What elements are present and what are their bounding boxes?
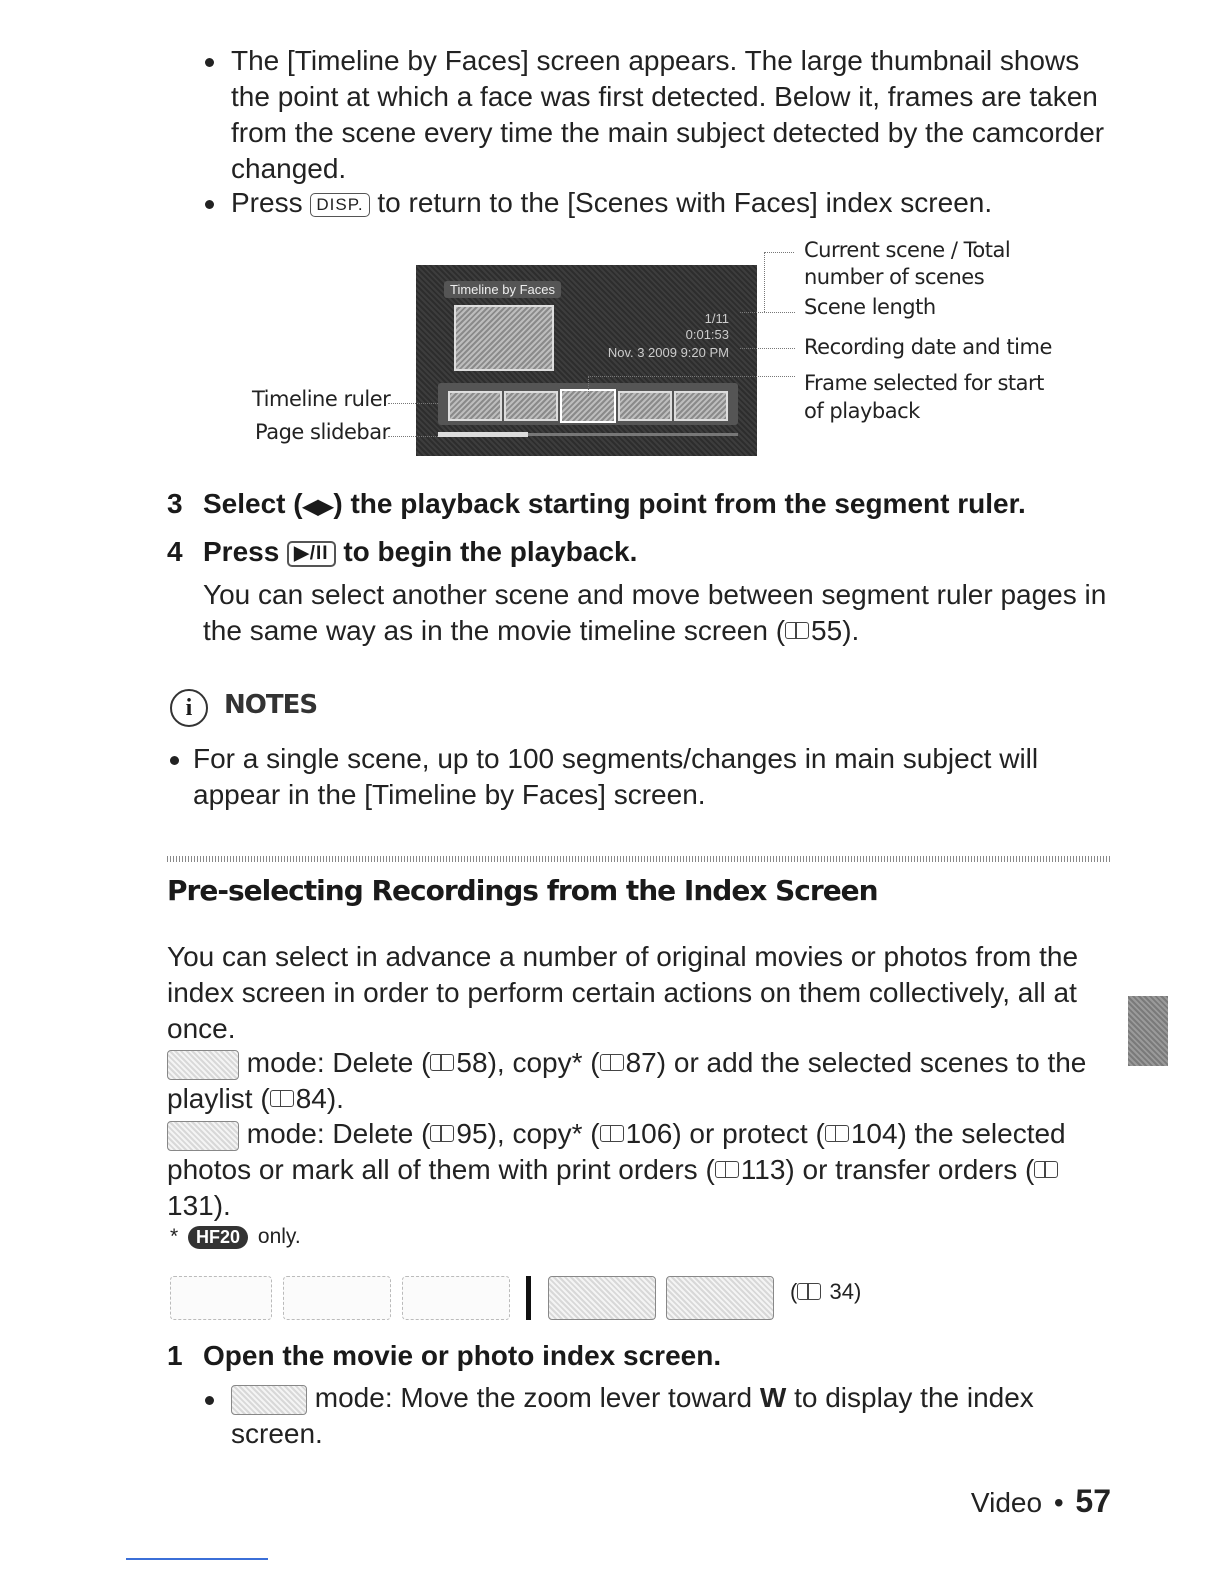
label-scene-length: Scene length [804,295,936,319]
disp-button-icon: DISP. [310,193,369,217]
book-icon [715,1161,739,1178]
photo-playback-mode-icon [666,1276,774,1320]
bullet-dot [205,200,214,209]
footer-separator: • [1053,1487,1064,1518]
timeline-frame [674,391,728,421]
callout-line [740,312,795,313]
footer-section: Video [970,1487,1043,1518]
step-1: 1 Open the movie or photo index screen. [167,1340,722,1371]
zoom-w-label: W [759,1382,787,1413]
scene-counter: 1/11 [704,311,729,326]
label-timeline-ruler: Timeline ruler [252,387,391,411]
mode-page-ref: ( 34) [790,1279,862,1304]
bottom-rule [126,1558,268,1560]
book-icon [270,1090,294,1107]
label-current-scene: Current scene / Total number of scenes [804,238,1011,289]
callout-bracket [764,252,767,312]
bullet-dot [170,756,179,765]
note-item: For a single scene, up to 100 segments/changes in main subject will appear in the [Timeline by Faces] screen. [193,743,1039,810]
timeline-frame [448,391,502,421]
book-icon [785,622,809,639]
step-4-description: You can select another scene and move between segment ruler pages in the same way as in the movie timeline screen ( 55). [203,579,1107,646]
callout-line [764,252,794,253]
photo-record-mode-icon [402,1276,510,1320]
info-icon: i [170,689,208,727]
page-slidebar [438,433,738,436]
section-intro: You can select in advance a number of original movies or photos from the index screen in order to perform certain actions on them collectively, all at once. [167,941,1079,1044]
page-footer [971,1483,1111,1520]
play-pause-button-icon: ▶/II [287,541,335,567]
callout-line [588,376,589,396]
footnote: * HF20 only. [170,1225,301,1248]
bullet-dot [205,58,214,67]
section-title: Pre-selecting Recordings from the Index Screen [167,874,878,907]
book-icon [600,1125,624,1142]
movie-playback-mode-icon [548,1276,656,1320]
notes-heading: NOTES [224,690,318,720]
chapter-tab [1128,996,1168,1066]
page-number: 57 [1075,1483,1111,1519]
large-thumbnail [454,305,554,371]
bullet-dot [205,1396,214,1405]
callout-line [388,436,438,437]
auto-mode-icon [170,1276,272,1320]
bullet-text: Press DISP. to return to the [Scenes with Faces] index screen. [231,187,993,218]
left-right-arrows-icon: ◀▶ [302,496,334,518]
label-recording-date-time: Recording date and time [804,335,1052,359]
section-divider [167,856,1110,862]
book-icon [797,1283,821,1300]
book-icon [600,1054,624,1071]
screen-title: Timeline by Faces [444,281,561,298]
photo-mode-paragraph: mode: Delete ( 95), copy* ( 106) or protect ( 104) the selected photos or mark all of them with print orders ( 113) or transfer orders (131). [167,1118,1066,1221]
callout-line [388,403,438,404]
slidebar-thumb [438,432,528,437]
step-1-bullet: mode: Move the zoom lever toward W to display the index screen. [231,1382,1034,1449]
timeline-frame [618,391,672,421]
photo-playback-mode-icon [231,1385,307,1415]
photo-playback-mode-icon [167,1121,239,1151]
book-icon [430,1125,454,1142]
bullet-text: The [Timeline by Faces] screen appears. The large thumbnail shows the point at which a face was first detected. Below it, frames are taken from the scene every time the main subject detected by the camcorder changed. [231,45,1105,184]
model-badge: HF20 [188,1226,248,1249]
movie-mode-paragraph: mode: Delete ( 58), copy* ( 87) or add the selected scenes to the playlist ( 84). [167,1047,1087,1114]
book-icon [430,1054,454,1071]
label-page-slidebar: Page slidebar [255,420,390,444]
timeline-frame [504,391,558,421]
callout-line [588,376,795,377]
label-frame-selected: Frame selected for start of playback [804,371,1044,423]
mode-separator [526,1276,531,1320]
timeline-screen-illustration [416,265,757,456]
scene-length: 0:01:53 [685,327,729,342]
movie-record-mode-icon [283,1276,391,1320]
step-3: 3 Select (◀▶) the playback starting point from the segment ruler. [167,488,1026,519]
step-4: 4 Press ▶/II to begin the playback. [167,536,638,567]
movie-playback-mode-icon [167,1050,239,1080]
callout-line [740,348,795,349]
book-icon [825,1125,849,1142]
recording-date: Nov. 3 2009 9:20 PM [607,345,729,360]
book-icon [1034,1161,1058,1178]
